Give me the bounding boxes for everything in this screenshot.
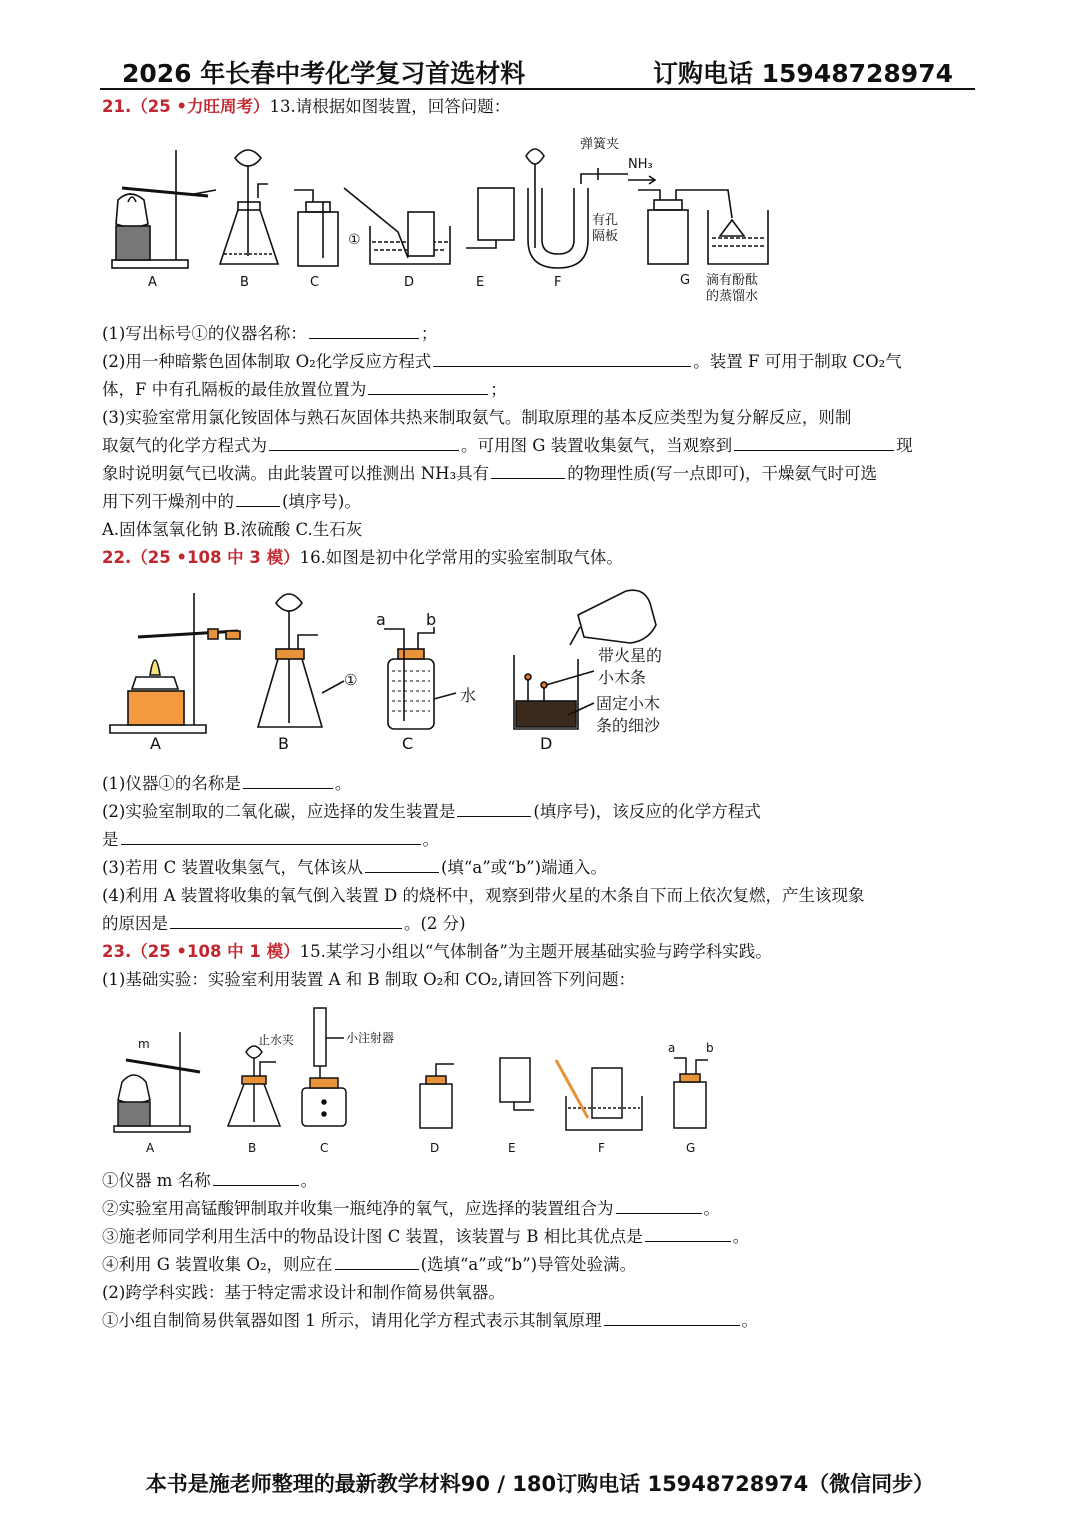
q21-fig-d — [344, 188, 450, 264]
q23-label-a: A — [146, 1141, 155, 1155]
q22-line-6 — [102, 913, 466, 935]
q21-fig-b — [220, 150, 278, 264]
q21-number: 21.（25 •力旺周考） — [102, 97, 270, 116]
q21-l1b: ； — [420, 324, 438, 343]
q22-apparatus-figure — [108, 585, 748, 757]
q23-label-d: D — [430, 1141, 440, 1155]
q22-line-2 — [102, 801, 761, 823]
q22-label-circle1: ① — [344, 671, 358, 689]
q23-l3a: ②实验室用高锰酸钾制取并收集一瓶纯净的氧气，应选择的装置组合为 — [102, 1199, 614, 1218]
q21-l5c: 现 — [896, 436, 913, 455]
q21-label-circle1: ① — [348, 232, 361, 248]
q21-l7b: (填序号)。 — [282, 492, 361, 511]
q21-l2b: 。装置 F 可用于制取 CO₂气 — [693, 352, 902, 371]
q21-line-2 — [102, 351, 902, 373]
header-title: 2026 年长春中考化学复习首选材料 — [122, 59, 526, 88]
q22-label-b-tube: b — [426, 610, 437, 629]
q23-l2b: 。 — [300, 1171, 318, 1190]
q23-l1: (1)基础实验：实验室利用装置 A 和 B 制取 O₂和 CO₂,请回答下列问题： — [102, 970, 636, 989]
answer-blank[interactable] — [236, 491, 280, 507]
q23-line-6 — [102, 1282, 505, 1304]
answer-blank[interactable] — [243, 773, 333, 789]
q22-line-3 — [102, 829, 439, 851]
q21-l8: A.固体氢氧化钠 B.浓硫酸 C.生石灰 — [102, 520, 363, 539]
answer-blank[interactable] — [645, 1226, 731, 1242]
q23-stem-line — [102, 941, 772, 963]
q23-line-3 — [102, 1198, 720, 1220]
q23-label-e: E — [508, 1141, 516, 1155]
q23-l4a: ③施老师同学利用生活中的物品设计图 C 装置，该装置与 B 相比其优点是 — [102, 1227, 643, 1246]
q21-apparatus-figure — [108, 128, 788, 308]
q21-label-nh3: NH₃ — [628, 157, 653, 172]
q23-fig-c — [302, 1008, 346, 1126]
q21-label-f: F — [554, 275, 562, 290]
q22-fig-a — [110, 593, 240, 733]
q22-number: 22.（25 •108 中 3 模） — [102, 548, 300, 567]
q23-label-c: C — [320, 1141, 329, 1155]
q21-l7a: 用下列干燥剂中的 — [102, 492, 234, 511]
q23-line-7 — [102, 1310, 758, 1332]
q21-fig-g — [628, 176, 768, 264]
q23-apparatus-figure — [108, 1002, 728, 1160]
answer-blank[interactable] — [213, 1170, 299, 1186]
q21-l6b: 的物理性质(写一点即可)，干燥氨气时可选 — [567, 464, 878, 483]
answer-blank[interactable] — [616, 1198, 702, 1214]
q21-l5a: 取氨气的化学方程式为 — [102, 436, 267, 455]
q21-label-e: E — [476, 275, 485, 290]
q21-label-water1: 滴有酚酞 — [706, 273, 759, 288]
q21-stem: 13.请根据如图装置，回答问题： — [269, 97, 511, 116]
q21-label-clip: 弹簧夹 — [580, 137, 620, 152]
q23-number: 23.（25 •108 中 1 模） — [102, 942, 300, 961]
q23-label-b: B — [248, 1141, 257, 1155]
q22-l3b: 。 — [422, 830, 439, 849]
q22-l3a: 是 — [102, 830, 119, 849]
q21-label-plate2: 隔板 — [592, 229, 619, 244]
q23-line-2 — [102, 1170, 317, 1192]
q21-line-8 — [102, 519, 362, 541]
q22-line-1 — [102, 773, 351, 795]
answer-blank[interactable] — [335, 1254, 419, 1270]
q21-l5b: 。可用图 G 装置收集氨气，当观察到 — [461, 436, 733, 455]
q21-line-3 — [102, 379, 507, 401]
q22-l2b: (填序号)，该反应的化学方程式 — [533, 802, 761, 821]
q22-l2a: (2)实验室制取的二氧化碳，应选择的发生装置是 — [102, 802, 456, 821]
q21-l1a: (1)写出标号①的仪器名称： — [102, 324, 307, 343]
q22-l1a: (1)仪器①的名称是 — [102, 774, 241, 793]
q23-label-m: m — [138, 1037, 150, 1051]
q21-label-g: G — [680, 273, 691, 288]
q23-fig-d — [420, 1064, 454, 1128]
q22-fig-c — [384, 627, 456, 729]
q23-l3b: 。 — [703, 1199, 720, 1218]
q23-fig-g — [674, 1058, 708, 1128]
answer-blank[interactable] — [365, 857, 439, 873]
q21-label-a: A — [148, 275, 157, 290]
q22-line-5 — [102, 885, 865, 907]
q22-l6a: 的原因是 — [102, 914, 168, 933]
q21-l6a: 象时说明氨气已收满。由此装置可以推测出 NH₃具有 — [102, 464, 490, 483]
q21-l3a: 体，F 中有孔隔板的最佳放置位置为 — [102, 380, 367, 399]
q21-line-7 — [102, 491, 361, 513]
q23-label-f: F — [598, 1141, 605, 1155]
q23-stem: 15.某学习小组以“气体制备”为主题开展基础实验与跨学科实践。 — [299, 942, 772, 961]
answer-blank[interactable] — [121, 829, 421, 845]
q22-l5: (4)利用 A 装置将收集的氧气倒入装置 D 的烧杯中，观察到带火星的木条自下而上依次复燃，产生该现象 — [102, 886, 865, 905]
q21-line-6 — [102, 463, 877, 485]
q22-l6b: 。(2 分) — [404, 914, 466, 933]
page-header — [100, 50, 975, 90]
q21-line-1 — [102, 323, 437, 345]
q23-fig-b — [228, 1046, 280, 1126]
q22-label-b: B — [278, 734, 289, 753]
q22-label-d: D — [540, 734, 553, 753]
q22-label-a-tube: a — [376, 610, 386, 629]
q23-l6: (2)跨学科实践：基于特定需求设计和制作简易供氧器。 — [102, 1283, 505, 1302]
q23-fig-a — [114, 1032, 200, 1132]
q23-fig-f — [556, 1060, 642, 1130]
q23-label-syringe: 小注射器 — [346, 1031, 395, 1045]
q22-label-sand2: 条的细沙 — [596, 716, 661, 735]
answer-blank[interactable] — [734, 435, 894, 451]
q23-label-b-tube: b — [706, 1041, 714, 1055]
q21-stem-line — [102, 96, 510, 118]
q21-label-plate1: 有孔 — [592, 213, 619, 228]
q21-fig-c — [294, 190, 338, 266]
q21-line-5 — [102, 435, 913, 457]
answer-blank[interactable] — [457, 801, 531, 817]
q21-label-c: C — [310, 275, 320, 290]
q21-label-water2: 的蒸馏水 — [706, 289, 759, 304]
q22-label-water: 水 — [460, 686, 477, 705]
q21-fig-a — [112, 150, 216, 268]
q23-l5b: (选填“a”或“b”)导管处验满。 — [420, 1255, 637, 1274]
q22-label-stick1: 带火星的 — [598, 646, 663, 665]
q23-label-clip: 止水夹 — [258, 1033, 295, 1047]
q22-l4b: (填“a”或“b”)端通入。 — [441, 858, 608, 877]
q21-label-d: D — [404, 275, 415, 290]
q22-label-sand1: 固定小木 — [596, 694, 661, 713]
q22-fig-b — [258, 594, 344, 727]
q21-label-b: B — [240, 275, 249, 290]
q22-l1b: 。 — [334, 774, 352, 793]
q23-l5a: ④利用 G 装置收集 O₂，则应在 — [102, 1255, 333, 1274]
q23-fig-e — [500, 1058, 534, 1110]
answer-blank[interactable] — [368, 379, 488, 395]
q22-label-a: A — [150, 734, 161, 753]
answer-blank[interactable] — [309, 323, 419, 339]
q23-l7a: ①小组自制简易供氧器如图 1 所示，请用化学方程式表示其制氧原理 — [102, 1311, 602, 1330]
header-phone: 订购电话 15948728974 — [652, 59, 953, 88]
q22-stem: 16.如图是初中化学常用的实验室制取气体。 — [299, 548, 623, 567]
q21-fig-f — [526, 149, 628, 268]
q23-line-1 — [102, 969, 635, 991]
q21-l3b: ； — [490, 380, 507, 399]
answer-blank[interactable] — [269, 435, 459, 451]
q21-line-4 — [102, 407, 851, 429]
q22-stem-line — [102, 547, 623, 569]
q23-label-a-tube: a — [668, 1041, 676, 1055]
q23-l7b: 。 — [741, 1311, 758, 1330]
q23-label-g: G — [686, 1141, 696, 1155]
answer-blank[interactable] — [433, 351, 691, 367]
q23-l2a: ①仪器 m 名称 — [102, 1171, 211, 1190]
q23-line-4 — [102, 1226, 749, 1248]
q23-l4b: 。 — [732, 1227, 750, 1246]
page-footer: 本书是施老师整理的最新教学材料90 / 180订购电话 15948728974（微信同步） — [145, 1472, 935, 1496]
answer-blank[interactable] — [170, 913, 402, 929]
q23-line-5 — [102, 1254, 636, 1276]
q22-label-stick2: 小木条 — [598, 668, 647, 687]
q22-l4a: (3)若用 C 装置收集氢气，气体该从 — [102, 858, 363, 877]
answer-blank[interactable] — [604, 1310, 740, 1326]
q22-line-4 — [102, 857, 607, 879]
answer-blank[interactable] — [491, 463, 565, 479]
q21-l4: (3)实验室常用氯化铵固体与熟石灰固体共热来制取氨气。制取原理的基本反应类型为复分解反应，则制 — [102, 408, 852, 427]
q22-label-c: C — [402, 734, 414, 753]
q21-l2a: (2)用一种暗紫色固体制取 O₂化学反应方程式 — [102, 352, 432, 371]
q21-fig-e — [466, 188, 514, 248]
